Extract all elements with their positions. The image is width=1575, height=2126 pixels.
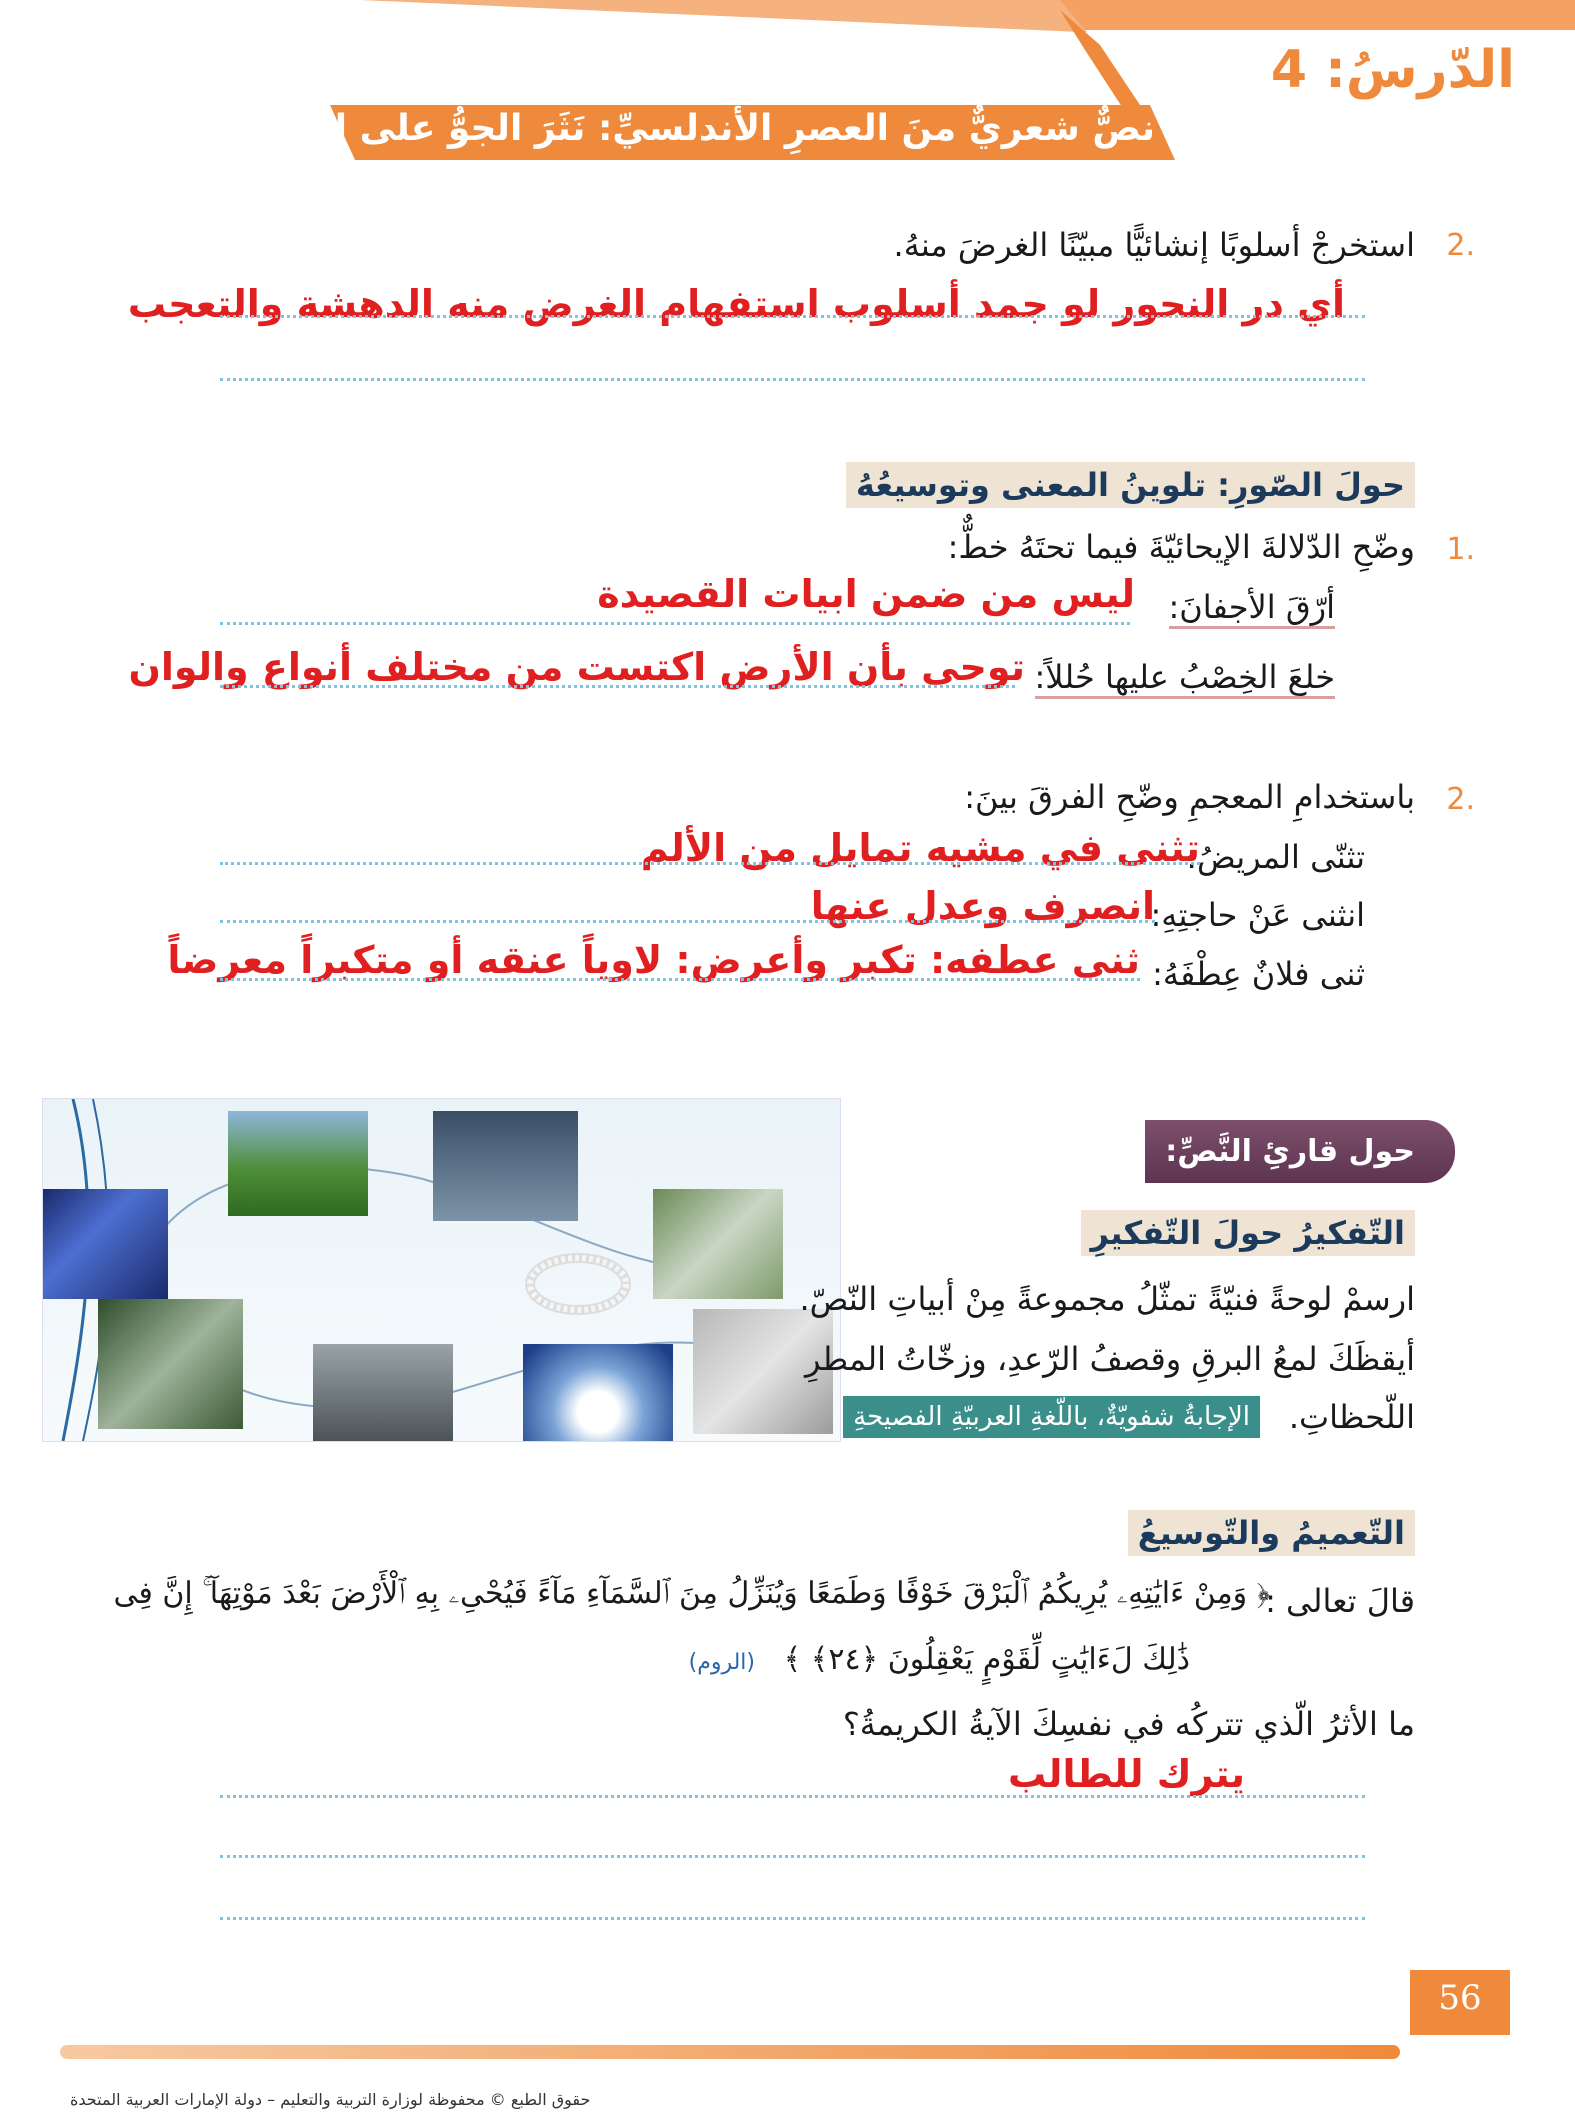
item-label: ثنى فلانٌ عِطْفَهُ:	[1152, 955, 1365, 993]
answer-text: توحى بأن الأرض اكتست من مختلف أنواع والوان	[128, 645, 1025, 689]
answer-text: ثنى عطفه: تكبر وأعرض: لاوياً عنقه أو متكبراً معرضاً	[167, 938, 1140, 982]
answer-line	[220, 978, 1140, 981]
quran-verse-line: ﴿ وَمِنْ ءَايَٰتِهِۦ يُرِيكُمُ ٱلْبَرْقَ خَوْفًا وَطَمَعًا وَيُنَزِّلُ مِنَ ٱلسَّمَآءِ مَآءً فَيُحْىِۦ بِهِ ٱلْأَرْضَ بَعْدَ مَوْتِهَآ ۚ إِنَّ فِى	[113, 1576, 1270, 1611]
hail-grass-image	[653, 1189, 783, 1299]
reader-section-tab: حول قارئِ النَّصِّ:	[1145, 1120, 1455, 1183]
instruction-line: ارسمْ لوحةً فنيّةً تمثّلُ مجموعةً مِنْ أبياتِ النّصّ.	[799, 1280, 1415, 1318]
section-heading-thinking: التّفكيرُ حولَ التّفكيرِ	[1081, 1210, 1415, 1256]
lightning-image	[43, 1189, 168, 1299]
landscape-image	[228, 1111, 368, 1216]
answer-line	[220, 378, 1365, 381]
answer-text: تثنى في مشيه تمايل من الألم	[640, 826, 1200, 870]
pearl-bracelet-image	[523, 1239, 633, 1329]
oral-answer-badge: الإجابةُ شفويّةٌ، باللّغةِ العربيّةِ الفصيحةِ	[843, 1396, 1260, 1438]
verse-intro: قالَ تعالى :	[1265, 1582, 1415, 1620]
answer-text: انصرف وعدل عنها	[810, 884, 1155, 928]
answer-line	[220, 1855, 1365, 1858]
answer-line	[220, 622, 1130, 625]
footer-bar	[60, 2045, 1400, 2059]
instruction-line: اللّحظاتِ.	[1288, 1398, 1415, 1436]
question-prompt: ما الأثرُ الّذي تتركُه في نفسِكَ الآيةُ الكريمةُ؟	[842, 1705, 1415, 1743]
answer-line	[220, 315, 1365, 318]
question-number: .2	[1446, 782, 1475, 817]
surah-name: (الروم)	[688, 1650, 755, 1675]
question-number: .2	[1446, 228, 1475, 263]
instruction-line: أيقظَكَ لمعُ البرقِ وقصفُ الرّعدِ، وزخّاتُ المطرِ	[804, 1340, 1415, 1378]
question-prompt: وضّحِ الدّلالةَ الإيحائيّةَ فيما تحتَهُ خطٌّ:	[947, 528, 1415, 566]
answer-text: أي در النحور لو جمد أسلوب استفهام الغرض منه الدهشة والتعجب	[127, 282, 1345, 326]
section-heading-generalize: التّعميمُ والتّوسيعُ	[1128, 1510, 1415, 1556]
cloud-image	[523, 1344, 673, 1441]
answer-text: يترك للطالب	[1007, 1752, 1245, 1796]
rain-image	[433, 1111, 578, 1221]
page-number: 56	[1438, 1978, 1482, 2018]
weather-collage	[42, 1098, 841, 1442]
question-prompt: استخرجْ أسلوبًا إنشائيًّا مبيّنًا الغرضَ منهُ.	[893, 226, 1415, 264]
river-image	[98, 1299, 243, 1429]
item-label: خلعَ الخِصْبُ عليها حُللاً:	[1035, 658, 1335, 699]
answer-line	[220, 862, 1200, 865]
item-label: أرّقَ الأجفانَ:	[1169, 588, 1335, 629]
answer-line	[220, 920, 1155, 923]
wet-ground-image	[313, 1344, 453, 1441]
question-prompt: باستخدامِ المعجمِ وضّحِ الفرقَ بينَ:	[964, 778, 1415, 816]
item-label: تثنّى المريضُ:	[1186, 838, 1365, 876]
item-label: انثنى عَنْ حاجتِهِ:	[1150, 896, 1365, 934]
section-heading-images: حولَ الصّورِ: تلوينُ المعنى وتوسيعُهُ	[846, 462, 1415, 508]
answer-line	[220, 685, 1015, 688]
quran-verse-line: ذَٰلِكَ لَءَايَٰتٍ لِّقَوْمٍ يَعْقِلُونَ ﴿٢٤﴾ ﴾	[783, 1642, 1190, 1677]
copyright-text: حقوق الطبع © محفوظة لوزارة التربية والتعليم – دولة الإمارات العربية المتحدة	[70, 2090, 591, 2109]
lesson-subtitle: نصٌّ شعريٌّ منَ العصرِ الأندلسيِّ: نَثَرَ الجوُّ على الأرضِ بَرَدْ	[171, 108, 1155, 149]
answer-line	[220, 1795, 1365, 1798]
lesson-title: الدّرسُ: 4	[1270, 40, 1515, 100]
question-number: .1	[1446, 532, 1475, 567]
answer-line	[220, 1917, 1365, 1920]
answer-text: ليس من ضمن ابيات القصيدة	[597, 572, 1135, 616]
